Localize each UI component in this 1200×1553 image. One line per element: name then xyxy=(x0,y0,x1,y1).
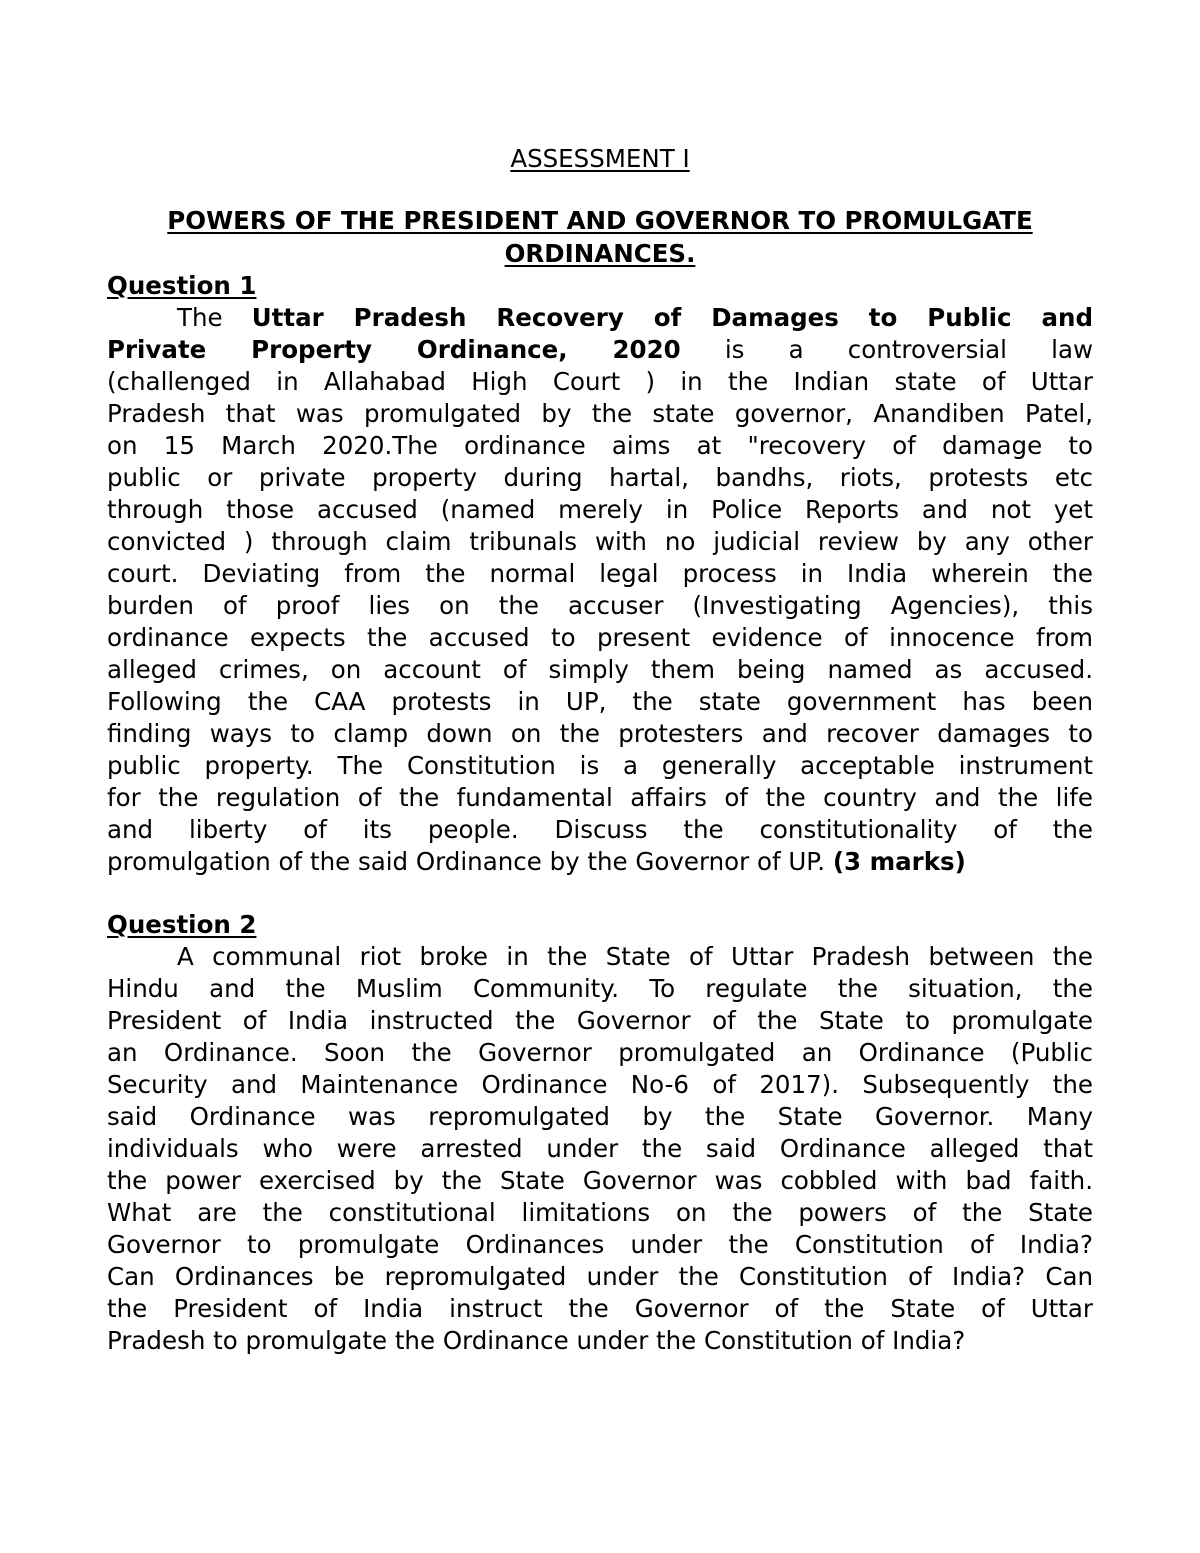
paragraph-line xyxy=(107,1005,1093,1037)
paragraph-line xyxy=(107,366,1093,398)
paragraph-line xyxy=(107,973,1093,1005)
paragraph-line xyxy=(107,1325,1093,1357)
bold-text: (3 marks) xyxy=(832,847,966,876)
paragraph-line xyxy=(107,1261,1093,1293)
paragraph-line xyxy=(107,1101,1093,1133)
text-segment: Security and Maintenance Ordinance No-6 of 2017). Subsequently the xyxy=(107,1070,1093,1099)
paragraph-line xyxy=(107,814,1093,846)
section-heading xyxy=(107,204,1093,270)
paragraph-line xyxy=(107,1133,1093,1165)
question-1-text xyxy=(107,302,1093,878)
text-segment: for the regulation of the fundamental affairs of the country and the life xyxy=(107,783,1093,812)
text-segment: burden of proof lies on the accuser (Investigating Agencies), this xyxy=(107,591,1093,620)
text-segment: The xyxy=(177,303,252,332)
text-segment: and liberty of its people. Discuss the constitutionality of the xyxy=(107,815,1093,844)
question-2-block xyxy=(107,909,1093,1357)
text-segment: promulgation of the said Ordinance by the Governor of UP. xyxy=(107,847,833,876)
text-segment: finding ways to clamp down on the protesters and recover damages to xyxy=(107,719,1093,748)
paragraph-line xyxy=(107,1293,1093,1325)
text-segment: ordinance expects the accused to present evidence of innocence from xyxy=(107,623,1093,652)
text-segment: Governor to promulgate Ordinances under the Constitution of India? xyxy=(107,1230,1093,1259)
paragraph-line xyxy=(107,302,1093,334)
text-segment: on 15 March 2020.The ordinance aims at "recovery of damage to xyxy=(107,431,1093,460)
text-segment: convicted ) through claim tribunals with no judicial review by any other xyxy=(107,527,1093,556)
paragraph-line xyxy=(107,334,1093,366)
text-segment: said Ordinance was repromulgated by the State Governor. Many xyxy=(107,1102,1093,1131)
paragraph-line xyxy=(107,558,1093,590)
text-segment: Pradesh to promulgate the Ordinance under the Constitution of India? xyxy=(107,1326,966,1355)
question-2-text xyxy=(107,941,1093,1357)
text-segment: Following the CAA protests in UP, the state government has been xyxy=(107,687,1093,716)
text-segment: What are the constitutional limitations on the powers of the State xyxy=(107,1198,1093,1227)
title-text: ASSESSMENT I xyxy=(510,144,690,173)
bold-text: Uttar Pradesh Recovery of Damages to Public and xyxy=(251,303,1094,332)
bold-text: Private Property Ordinance, 2020 xyxy=(107,335,681,364)
paragraph-line xyxy=(107,654,1093,686)
paragraph-line xyxy=(107,1165,1093,1197)
text-segment: public or private property during hartal, bandhs, riots, protests etc xyxy=(107,463,1093,492)
paragraph-line xyxy=(107,590,1093,622)
heading-line-1: POWERS OF THE PRESIDENT AND GOVERNOR TO PROMULGATE xyxy=(167,206,1033,235)
heading-line-2: ORDINANCES. xyxy=(504,239,696,268)
text-segment: court. Deviating from the normal legal process in India wherein the xyxy=(107,559,1093,588)
text-segment: individuals who were arrested under the said Ordinance alleged that xyxy=(107,1134,1093,1163)
paragraph-line xyxy=(107,718,1093,750)
text-segment: President of India instructed the Governor of the State to promulgate xyxy=(107,1006,1093,1035)
text-segment: Pradesh that was promulgated by the state governor, Anandiben Patel, xyxy=(107,399,1093,428)
paragraph-line xyxy=(107,782,1093,814)
paragraph-line xyxy=(107,1037,1093,1069)
text-segment: (challenged in Allahabad High Court ) in the Indian state of Uttar xyxy=(107,367,1093,396)
paragraph-line xyxy=(107,941,1093,973)
paragraph-line xyxy=(107,1197,1093,1229)
paragraph-line xyxy=(107,622,1093,654)
paragraph-line xyxy=(107,1069,1093,1101)
question-1-label: Question 1 xyxy=(107,271,257,300)
text-segment: is a controversial law xyxy=(680,335,1093,364)
paragraph-line xyxy=(107,1229,1093,1261)
text-segment: Can Ordinances be repromulgated under the Constitution of India? Can xyxy=(107,1262,1093,1291)
text-segment: through those accused (named merely in Police Reports and not yet xyxy=(107,495,1093,524)
text-segment: A communal riot broke in the State of Uttar Pradesh between the xyxy=(177,942,1093,971)
paragraph-line xyxy=(107,846,1093,878)
text-segment: public property. The Constitution is a generally acceptable instrument xyxy=(107,751,1093,780)
text-segment: the President of India instruct the Governor of the State of Uttar xyxy=(107,1294,1093,1323)
text-segment: Hindu and the Muslim Community. To regulate the situation, the xyxy=(107,974,1093,1003)
paragraph-line xyxy=(107,750,1093,782)
question-2-label: Question 2 xyxy=(107,910,257,939)
paragraph-line xyxy=(107,398,1093,430)
question-1-block xyxy=(107,270,1093,878)
paragraph-line xyxy=(107,462,1093,494)
text-segment: the power exercised by the State Governor was cobbled with bad faith. xyxy=(107,1166,1093,1195)
text-segment: alleged crimes, on account of simply them being named as accused. xyxy=(107,655,1093,684)
document-title xyxy=(107,143,1093,175)
text-segment: an Ordinance. Soon the Governor promulgated an Ordinance (Public xyxy=(107,1038,1093,1067)
paragraph-line xyxy=(107,526,1093,558)
paragraph-line xyxy=(107,430,1093,462)
paragraph-line xyxy=(107,686,1093,718)
paragraph-line xyxy=(107,494,1093,526)
